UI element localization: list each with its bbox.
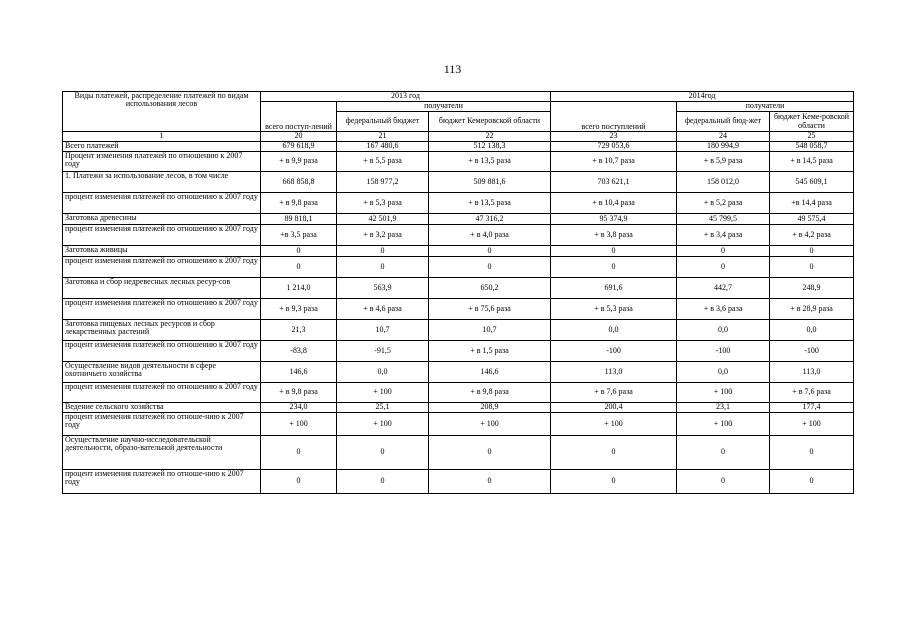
table-row [63,383,854,403]
row-label: Заготовка и сбор недревесных лесных ресур-сов [63,278,261,299]
cell-value: + в 10,4 раза [551,193,677,214]
cell-value: + в 5,5 раза [337,152,429,172]
header-federal-2013: федеральный бюджет [337,112,429,132]
cell-value: + в 75,6 раза [429,299,551,320]
cell-value: 0 [337,470,429,494]
cell-value: 0 [551,257,677,278]
cell-value: + 100 [337,413,429,436]
column-number: 1 [63,132,261,142]
table-row [63,246,854,257]
cell-value: + в 13,5 раза [429,193,551,214]
cell-value: +в 3,5 раза [261,225,337,246]
cell-value: -83,8 [261,341,337,362]
cell-value: 167 480,6 [337,142,429,152]
cell-value: + 100 [551,413,677,436]
cell-value: 177,4 [770,403,854,413]
table-row [63,225,854,246]
cell-value: + в 5,2 раза [677,193,770,214]
cell-value: + в 9,8 раза [429,383,551,403]
cell-value: 563,9 [337,278,429,299]
column-numbers-row [63,132,854,142]
cell-value: 0,0 [551,320,677,341]
cell-value: + в 7,6 раза [770,383,854,403]
cell-value: 0 [677,246,770,257]
cell-value: 0 [677,257,770,278]
cell-value: 200,4 [551,403,677,413]
row-label: Заготовка живицы [63,246,261,257]
row-label: 1. Платежи за использование лесов, в том числе [63,172,261,193]
row-label: процент изменения платежей по отношению к 2007 году [63,341,261,362]
cell-value: + 100 [677,413,770,436]
row-label: Всего платежей [63,142,261,152]
cell-value: 21,3 [261,320,337,341]
header-year-2013: 2013 год [261,92,551,102]
cell-value: + 100 [429,413,551,436]
header-row-years [63,92,854,102]
table-row [63,257,854,278]
row-label: Осуществление научно-исследовательской деятельности, образо-вательной деятельности [63,436,261,470]
cell-value: +в 14,4 раза [770,193,854,214]
column-number: 25 [770,132,854,142]
cell-value: + 100 [261,413,337,436]
column-number: 24 [677,132,770,142]
cell-value: 0 [770,246,854,257]
header-recipients-2013: получатели [337,102,551,112]
cell-value: + в 3,8 раза [551,225,677,246]
cell-value: 0 [429,436,551,470]
table-row [63,172,854,193]
cell-value: + в 3,6 раза [677,299,770,320]
cell-value: + в 5,9 раза [677,152,770,172]
cell-value: 0 [677,436,770,470]
table-row [63,403,854,413]
cell-value: + в 5,3 раза [337,193,429,214]
cell-value: 509 881,6 [429,172,551,193]
table-row [63,193,854,214]
cell-value: 0 [429,246,551,257]
cell-value: 248,9 [770,278,854,299]
cell-value: 0 [261,470,337,494]
cell-value: 146,6 [261,362,337,383]
header-total-2013: всего поступ-лений [261,102,337,132]
cell-value: 0 [551,246,677,257]
cell-value: 1 214,0 [261,278,337,299]
column-number: 21 [337,132,429,142]
cell-value: 0 [429,470,551,494]
cell-value: 0,0 [677,320,770,341]
cell-value: + в 14,5 раза [770,152,854,172]
row-label: процент изменения платежей по отношению к 2007 году [63,193,261,214]
cell-value: 0,0 [337,362,429,383]
cell-value: + в 13,5 раза [429,152,551,172]
header-regional-2013: бюджет Кемеровской области [429,112,551,132]
cell-value: 0 [429,257,551,278]
cell-value: 234,0 [261,403,337,413]
header-total-2014: всего поступлений [551,102,677,132]
column-number: 23 [551,132,677,142]
cell-value: + в 4,6 раза [337,299,429,320]
cell-value: + в 3,4 раза [677,225,770,246]
row-label: Осуществление видов деятельности в сфере охотничьего хозяйства [63,362,261,383]
header-year-2014: 2014год [551,92,854,102]
cell-value: + в 7,6 раза [551,383,677,403]
cell-value: 545 609,1 [770,172,854,193]
cell-value: 25,1 [337,403,429,413]
table-row [63,470,854,494]
cell-value: 113,0 [551,362,677,383]
row-label: Ведение сельского хозяйства [63,403,261,413]
cell-value: 158 977,2 [337,172,429,193]
table-row [63,341,854,362]
table-row [63,152,854,172]
table-row [63,142,854,152]
cell-value: 208,9 [429,403,551,413]
row-label: процент изменения платежей по отношению к 2007 году [63,225,261,246]
row-label: процент изменения платежей по отношению к 2007 году [63,299,261,320]
cell-value: + 100 [337,383,429,403]
header-row-label: Виды платежей, распределение платежей по видам использования лесов [63,92,261,132]
cell-value: + 100 [677,383,770,403]
cell-value: 0,0 [770,320,854,341]
cell-value: + в 9,9 раза [261,152,337,172]
cell-value: 668 858,8 [261,172,337,193]
cell-value: 442,7 [677,278,770,299]
row-label: Процент изменения платежей по отношению к 2007 году [63,152,261,172]
table-row [63,362,854,383]
cell-value: 0 [551,436,677,470]
cell-value: 10,7 [337,320,429,341]
cell-value: 95 374,9 [551,214,677,225]
cell-value: -100 [551,341,677,362]
cell-value: 650,2 [429,278,551,299]
table-row [63,436,854,470]
page-number: 113 [443,62,462,76]
row-label: процент изменения платежей по отношению к 2007 году [63,383,261,403]
cell-value: 512 138,3 [429,142,551,152]
cell-value: 0 [337,246,429,257]
cell-value: 113,0 [770,362,854,383]
cell-value: 0 [261,246,337,257]
cell-value: + 100 [770,413,854,436]
cell-value: 23,1 [677,403,770,413]
row-label: Заготовка пищевых лесных ресурсов и сбор лекарственных растений [63,320,261,341]
cell-value: 548 058,7 [770,142,854,152]
column-number: 22 [429,132,551,142]
cell-value: + в 3,2 раза [337,225,429,246]
cell-value: + в 5,3 раза [551,299,677,320]
cell-value: 691,6 [551,278,677,299]
cell-value: 703 621,1 [551,172,677,193]
cell-value: 146,6 [429,362,551,383]
row-label: процент изменения платежей по отноше-нию к 2007 году [63,413,261,436]
cell-value: + в 4,0 раза [429,225,551,246]
cell-value: + в 28,9 раза [770,299,854,320]
row-label: процент изменения платежей по отноше-нию к 2007 году [63,470,261,494]
cell-value: + в 4,2 раза [770,225,854,246]
cell-value: 47 316,2 [429,214,551,225]
cell-value: 42 501,9 [337,214,429,225]
cell-value: 45 799,5 [677,214,770,225]
cell-value: 0 [261,257,337,278]
table-row [63,413,854,436]
table-row [63,278,854,299]
header-regional-2014: бюджет Кеме-ровской области [770,112,854,132]
table-row [63,320,854,341]
cell-value: 0 [337,436,429,470]
cell-value: 729 053,6 [551,142,677,152]
cell-value: 49 575,4 [770,214,854,225]
cell-value: 158 012,0 [677,172,770,193]
cell-value: -100 [770,341,854,362]
cell-value: 0 [551,470,677,494]
cell-value: 89 818,1 [261,214,337,225]
payments-table [62,91,854,494]
cell-value: + в 9,3 раза [261,299,337,320]
column-number: 20 [261,132,337,142]
cell-value: 0 [770,257,854,278]
cell-value: 0 [770,470,854,494]
cell-value: -91,5 [337,341,429,362]
cell-value: 679 618,9 [261,142,337,152]
header-federal-2014: федеральный бюд-жет [677,112,770,132]
row-label: Заготовка древесины [63,214,261,225]
cell-value: 0 [770,436,854,470]
cell-value: 0 [261,436,337,470]
cell-value: + в 1,5 раза [429,341,551,362]
row-label: процент изменения платежей по отношению к 2007 году [63,257,261,278]
cell-value: 180 994,9 [677,142,770,152]
header-recipients-2014: получатели [677,102,854,112]
cell-value: -100 [677,341,770,362]
cell-value: + в 10,7 раза [551,152,677,172]
cell-value: 0,0 [677,362,770,383]
table-row [63,299,854,320]
table-row [63,214,854,225]
cell-value: + в 9,8 раза [261,383,337,403]
cell-value: 0 [337,257,429,278]
cell-value: + в 9,8 раза [261,193,337,214]
cell-value: 10,7 [429,320,551,341]
cell-value: 0 [677,470,770,494]
